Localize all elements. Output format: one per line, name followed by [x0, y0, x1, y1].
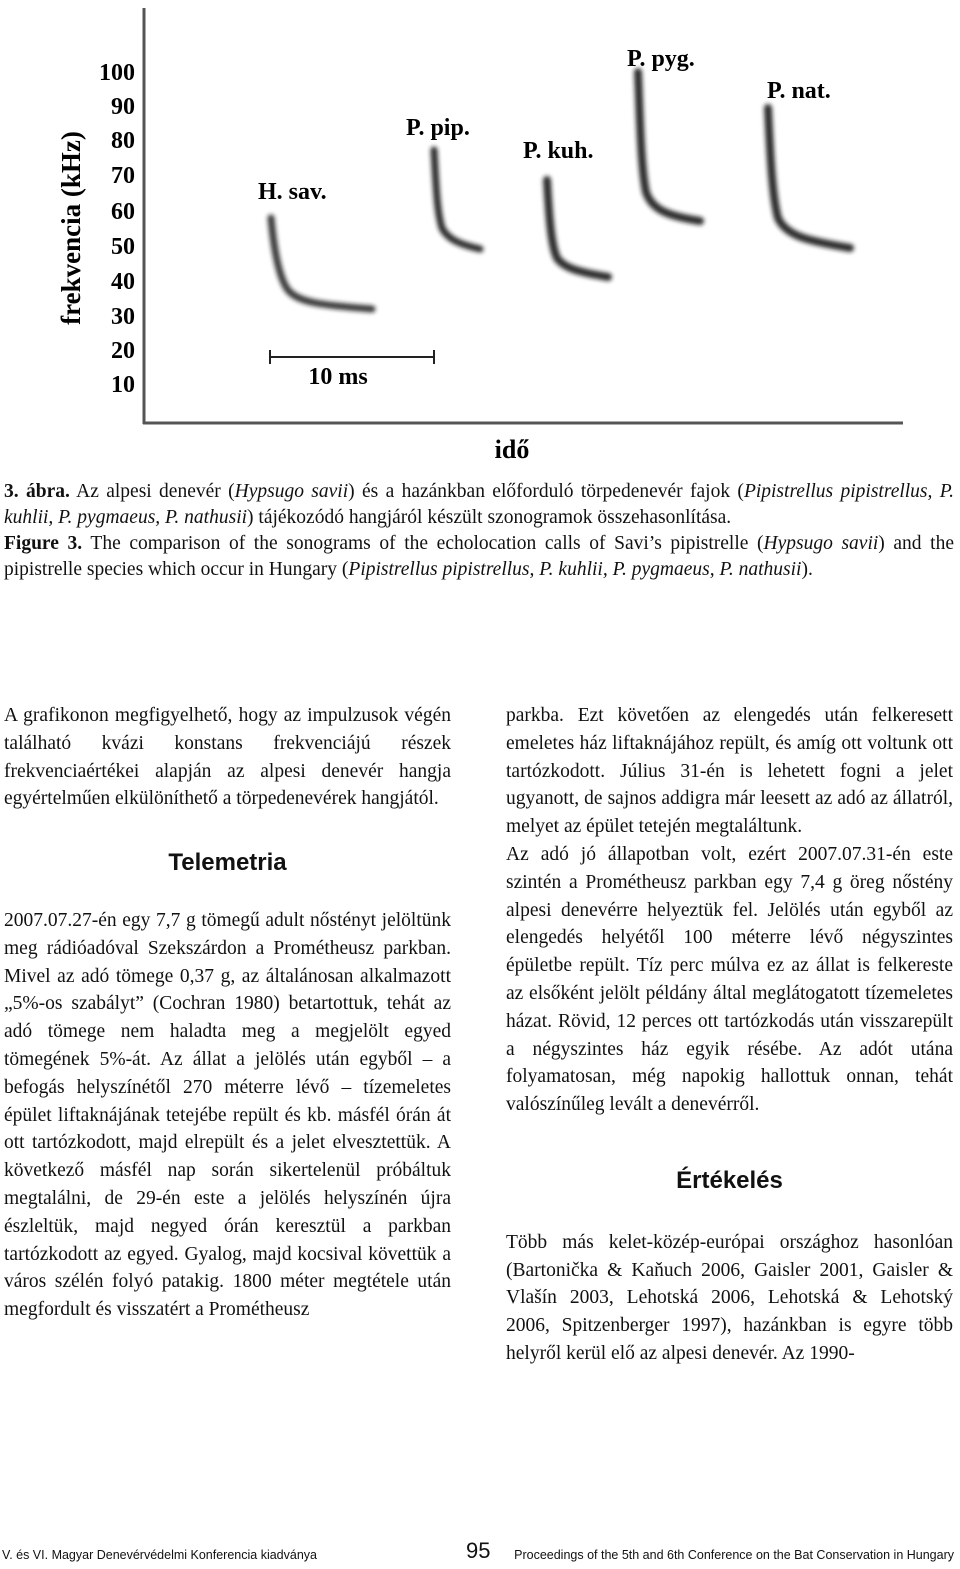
footer-left-text: V. és VI. Magyar Denevérvédelmi Konferencia kiadványa [2, 1548, 317, 1562]
caption-en-prefix: Figure 3. [4, 533, 83, 554]
paragraph: parkba. Ezt követően az elengedés után felkeresett emeletes ház liftaknájához repült, és amíg ott voltunk ott tartózkodott. Július 31-én is lehetett fogni a jelet ugyanott, de sajnos addigra már leesett az adó az állatról, melyet az épület tetején megtaláltunk. [506, 705, 953, 838]
right-column [506, 702, 953, 1368]
y-tick-label: 90 [111, 94, 135, 120]
call-trace-p-kuh [547, 180, 608, 277]
y-axis-label: frekvencia (kHz) [56, 131, 86, 325]
paragraph: Több más kelet-közép-európai országhoz hasonlóan (Bartonička & Kaňuch 2006, Gaisler 2001, Gaisler & Vlašín 2003, Lehotská 2006, Lehotská & Lehotský 2006, Spitzenberger 1997), hazánkban is egyre több helyről kerül elő az alpesi denevér. Az 1990- [506, 1231, 953, 1364]
y-tick-label: 80 [111, 128, 135, 154]
section-heading-telemetria: Telemetria [168, 849, 287, 877]
y-tick-label: 100 [99, 60, 135, 86]
x-axis-label: idő [494, 435, 530, 464]
caption-english: Figure 3. The comparison of the sonograms of the echolocation calls of Savi’s pipistrelle (Hypsugo savii) and the pipistrelle species which occur in Hungary (Pipistrellus pipistrellus, P. kuhlii, P. pygmaeus, P. nathusii). [4, 533, 954, 580]
scale-bar-label: 10 ms [308, 364, 368, 390]
y-tick-label: 20 [111, 338, 135, 364]
y-tick-label: 10 [111, 372, 135, 398]
page-footer [0, 1538, 960, 1568]
species-label-p-pyg: P. pyg. [627, 46, 695, 72]
y-tick-label: 40 [111, 269, 135, 295]
paragraph: A grafikonon megfigyelhető, hogy az impulzusok végén található kvázi konstans frekvenciájú részek frekvenciaértékei alapján az alpesi denevér hangja egyértelműen elkülöníthető a törpedenevérek hangjától. [4, 705, 451, 810]
left-column [4, 702, 451, 1324]
call-trace-h-sav [271, 218, 372, 309]
y-tick-label: 30 [111, 304, 135, 330]
caption-hungarian: 3. ábra. Az alpesi denevér (Hypsugo savii) és a hazánkban előforduló törpedenevér fajok (Pipistrellus pipistrellus, P. kuhlii, P. pygmaeus, P. nathusii) tájékozódó hangjáról készült szonogramok összehasonlítása. [4, 481, 955, 528]
page-number: 95 [466, 1538, 491, 1563]
sonogram-figure [0, 0, 960, 470]
call-trace-p-pyg [638, 72, 700, 221]
call-trace-p-pip [434, 150, 480, 249]
y-tick-label: 70 [111, 163, 135, 189]
paragraph: Az adó jó állapotban volt, ezért 2007.07.31-én este szintén a Prométheusz parkban egy 7,4 g öreg nőstény alpesi denevérre helyeztük fel. Jelölés után egyből az elengedés helyétől 100 méterre lévő négyszintes épületbe repült. Tíz perc múlva ez az állat is felkereste az elsőként jelölt példány által meglátogatott tízemeletes házat. Rövid, 12 perces ott tartózkodás után visszarepült a négyszintes ház egyik résébe. Az adót utána folyamatosan, még napokig hallottuk onnan, tehát valószínűleg levált a denevérről. [506, 843, 953, 1116]
species-label-p-pip: P. pip. [406, 115, 470, 141]
species-label-p-nat: P. nat. [767, 78, 831, 104]
footer-right-text: Proceedings of the 5th and 6th Conference on the Bat Conservation in Hungary [514, 1548, 954, 1562]
y-tick-label: 50 [111, 234, 135, 260]
caption-hu-prefix: 3. ábra. [4, 481, 70, 502]
paragraph: 2007.07.27-én egy 7,7 g tömegű adult nőstényt jelöltünk meg rádióadóval Szekszárdon a Prométheusz parkban. Mivel az adó tömege 0,37 g, az általánosan alkalmazott „5%-os szabályt” (Cochran 1980) betartottuk, tehát az adó tömege nem haladta meg a megjelölt egyed tömegének 5%-át. Az állat a jelölés után egyből – a befogás helyszínétől 270 méterre lévő – tízemeletes épület liftaknájának tetejébe repült és kb. másfél órán át ott tartózkodott, majd elrepült és a jelet elvesztettük. A következő másfél nap során sikertelenül próbáltuk megtalálni, de 29-én este a jelölés helyszínén újra észleltük, majd negyed órán keresztül a parkban tartózkodott az egyed. Gyalog, majd kocsival követtük a város szélén folyó patakig. 1800 méter megtétele után megfordult és visszatért a Prométheusz [4, 909, 451, 1321]
figure-caption [4, 479, 954, 583]
scale-bar [270, 350, 434, 364]
call-trace-p-nat [768, 108, 850, 248]
species-label-h-sav: H. sav. [258, 179, 327, 205]
sonogram-chart [0, 0, 960, 470]
section-heading-ertekeles: Értékelés [676, 1166, 783, 1194]
species-label-p-kuh: P. kuh. [523, 138, 594, 164]
y-tick-label: 60 [111, 199, 135, 225]
